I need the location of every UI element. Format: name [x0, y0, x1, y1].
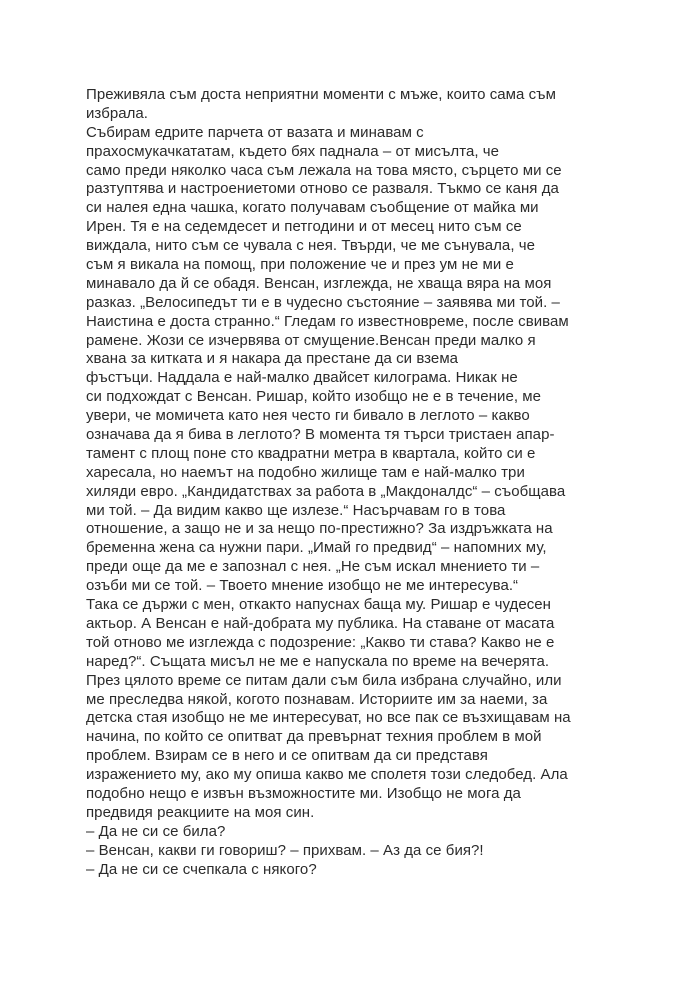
- text-line: тамент с площ поне сто квадратни метра в квартала, който си е: [86, 444, 536, 462]
- text-line: – Да не си се счепкала с някого?: [86, 860, 317, 878]
- text-line: – Венсан, какви ги говориш? – прихвам. – Аз да се бия?!: [86, 841, 484, 859]
- text-line: актьор. А Венсан е най-добрата му публика. На ставане от масата: [86, 614, 555, 632]
- text-line: си налея една чашка, когато получавам съобщение от майка ми: [86, 199, 539, 217]
- text-line: хиляди евро. „Кандидатствах за работа в „Макдоналдс“ – съобщава: [86, 482, 566, 500]
- text-line: само преди няколко часа съм лежала на това място, сърцето ми се: [86, 161, 562, 179]
- text-line: увери, че момичета като нея често ги бивало в леглото – какво: [86, 407, 530, 425]
- text-line: означава да я бива в леглото? В момента тя търси тристаен апар-: [86, 426, 555, 444]
- text-line: си подхождат с Венсан. Ришар, който изобщо не е в течение, ме: [86, 388, 542, 406]
- text-line: изражението му, ако му опиша какво ме сполетя този следобед. Ала: [86, 766, 568, 784]
- text-line: предвидя реакциите на моя син.: [86, 803, 315, 821]
- text-line: прахосмукачкататам, където бях паднала – от мисълта, че: [86, 142, 500, 160]
- text-line: начина, по който се опитват да превърнат техния проблем в мой: [86, 728, 542, 746]
- text-line: разказ. „Велосипедът ти е в чудесно състояние – заявява ми той. –: [86, 293, 560, 311]
- text-line: той отново ме изглежда с подозрение: „Какво ти става? Какво не е: [86, 633, 555, 651]
- text-line: озъби ми се той. – Твоето мнение изобщо не ме интересува.“: [86, 577, 519, 595]
- text-line: фъстъци. Наддала е най-малко двайсет килограма. Никак не: [86, 369, 518, 387]
- text-line: Ирен. Тя е на седемдесет и петгодини и от месец нито съм се: [86, 218, 522, 236]
- text-line: минавало да й се обадя. Венсан, изглежда, не хваща вяра на моя: [86, 274, 552, 292]
- text-line: отношение, а защо не и за нещо по-престижно? За издръжката на: [86, 520, 553, 538]
- text-line: проблем. Взирам се в него и се опитвам да си представя: [86, 747, 488, 765]
- text-line: съм я викала на помощ, при положение че и през ум не ми е: [86, 256, 514, 274]
- text-line: разтуптява и настроениетоми отново се разваля. Тъкмо се каня да: [86, 180, 559, 198]
- text-line: бременна жена са нужни пари. „Имай го предвид“ – напомних му,: [86, 539, 547, 557]
- text-line: рамене. Жози се изчервява от смущение.Венсан преди малко я: [86, 331, 536, 349]
- text-line: През цялото време се питам дали съм била избрана случайно, или: [86, 671, 562, 689]
- text-line: ми той. – Да видим какво ще излезе.“ Насърчавам го в това: [86, 501, 506, 519]
- text-line: избрала.: [86, 104, 149, 122]
- text-line: детска стая изобщо не ме интересуват, но все пак се възхищавам на: [86, 709, 571, 727]
- text-line: Наистина е доста странно.“ Гледам го известновреме, после свивам: [86, 312, 569, 330]
- text-line: ме преследва някой, когото познавам. Историите им за наеми, за: [86, 690, 548, 708]
- text-line: – Да не си се била?: [86, 822, 226, 840]
- text-line: Събирам едрите парчета от вазата и минавам с: [86, 123, 424, 141]
- text-line: хвана за китката и я накара да престане да си взема: [86, 350, 459, 368]
- text-line: подобно нещо е извън възможностите ми. Изобщо не мога да: [86, 784, 521, 802]
- text-line: Преживяла съм доста неприятни моменти с мъже, които сама съм: [86, 86, 556, 103]
- text-line: Така се държи с мен, откакто напуснах баща му. Ришар е чудесен: [86, 596, 552, 614]
- text-line: наред?“. Същата мисъл не ме е напускала по време на вечерята.: [86, 652, 550, 670]
- text-line: харесала, но наемът на подобно жилище там е най-малко три: [86, 463, 525, 481]
- body-text: [86, 86, 686, 879]
- text-line: виждала, нито съм се чувала с нея. Твърди, че ме сънувала, че: [86, 237, 536, 255]
- text-line: преди още да ме е запознал с нея. „Не съм искал мнението ти –: [86, 558, 540, 576]
